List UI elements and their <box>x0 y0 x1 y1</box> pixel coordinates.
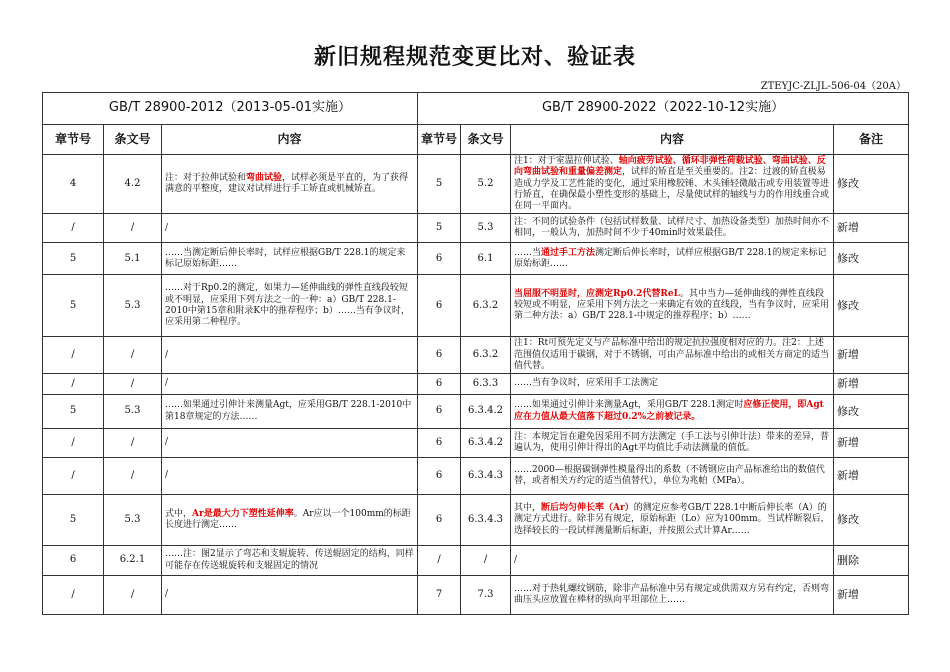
old-content-text: / <box>165 378 169 389</box>
old-content-highlight: Ar是最大力下塑性延伸率 <box>192 508 294 519</box>
header-chapter-old: 章节号 <box>43 125 104 155</box>
new-content-text: ……当 <box>514 247 542 258</box>
old-content-cell <box>162 458 418 495</box>
new-chapter-cell: 5 <box>418 155 461 214</box>
old-clause-cell: / <box>104 458 162 495</box>
old-chapter-cell: 5 <box>43 243 104 275</box>
remark-cell: 新增 <box>834 429 909 458</box>
old-content-cell <box>162 374 418 395</box>
old-content-text: ……注：图2显示了弯芯和支辊旋转、传送辊固定的结构，同样可能存在传送辊旋转和支辊固定的情况 <box>165 549 414 571</box>
old-content-cell <box>162 546 418 576</box>
new-chapter-cell: 6 <box>418 337 461 374</box>
remark-cell: 修改 <box>834 275 909 337</box>
old-content-text: / <box>165 222 169 233</box>
old-clause-cell: 5.3 <box>104 275 162 337</box>
comparison-table <box>42 92 909 615</box>
old-content-cell <box>162 337 418 374</box>
remark-cell: 新增 <box>834 458 909 495</box>
header-content-old: 内容 <box>162 125 418 155</box>
table-row <box>43 458 909 495</box>
header-chapter-new: 章节号 <box>418 125 461 155</box>
header-clause-old: 条文号 <box>104 125 162 155</box>
remark-cell: 新增 <box>834 337 909 374</box>
remark-cell: 新增 <box>834 214 909 243</box>
new-content-cell <box>511 576 834 615</box>
old-clause-cell: 5.1 <box>104 243 162 275</box>
old-content-cell <box>162 155 418 214</box>
new-clause-cell: / <box>461 546 511 576</box>
new-content-text: / <box>514 554 518 565</box>
new-content-cell <box>511 243 834 275</box>
new-chapter-cell: 5 <box>418 214 461 243</box>
new-content-highlight: 通过手工方法 <box>541 247 596 258</box>
old-content-highlight: 弯曲试验 <box>246 172 283 183</box>
old-clause-cell: / <box>104 576 162 615</box>
old-content-text: / <box>165 437 169 448</box>
old-clause-cell: 5.3 <box>104 495 162 546</box>
old-clause-cell: / <box>104 429 162 458</box>
new-content-text: 其中， <box>514 503 542 514</box>
old-content-text: / <box>165 349 169 360</box>
header-row <box>43 125 909 155</box>
old-content-text: / <box>165 470 169 481</box>
new-content-highlight: 断后均匀伸长率（Ar） <box>541 503 634 514</box>
old-chapter-cell: 4 <box>43 155 104 214</box>
old-clause-cell: / <box>104 214 162 243</box>
table-row <box>43 337 909 374</box>
new-content-cell <box>511 374 834 395</box>
new-chapter-cell: 6 <box>418 275 461 337</box>
remark-cell: 删除 <box>834 546 909 576</box>
new-content-cell <box>511 155 834 214</box>
old-chapter-cell: / <box>43 576 104 615</box>
old-content-text: ……当测定断后伸长率时，试样应根据GB/T 228.1的规定来标记原始标距…… <box>165 247 406 269</box>
new-content-text: ……对于热轧螺纹钢筋，除非产品标准中另有规定或供需双方另有约定，否则弯曲压头应放置在棒材的纵向平坦部位上…… <box>514 583 830 605</box>
table-row <box>43 374 909 395</box>
old-content-text: ……如果通过引伸计来测量Agt，应采用GB/T 228.1-2010中第18章规定的方法…… <box>165 400 412 422</box>
table-row <box>43 214 909 243</box>
new-clause-cell: 6.3.4.2 <box>461 429 511 458</box>
old-chapter-cell: 5 <box>43 275 104 337</box>
new-clause-cell: 6.1 <box>461 243 511 275</box>
new-clause-cell: 6.3.3 <box>461 374 511 395</box>
old-content-cell <box>162 243 418 275</box>
new-clause-cell: 6.3.4.3 <box>461 495 511 546</box>
new-chapter-cell: / <box>418 546 461 576</box>
table-row <box>43 546 909 576</box>
new-content-text: ，试样的矫直是至关重要的。注2：过渡的矫直极易造成力学及工艺性能的变化，通过采用橡胶锤、木头锤轻微敲击或专用装置等进行矫直，在确保最小塑性变形的基础上，尽量使试样的轴线与力的作用线重合或在同一平面内。 <box>514 167 830 211</box>
table-row <box>43 576 909 615</box>
old-content-cell <box>162 214 418 243</box>
old-chapter-cell: / <box>43 214 104 243</box>
old-content-text: 注：对于拉伸试验和 <box>165 172 247 183</box>
old-clause-cell: 6.2.1 <box>104 546 162 576</box>
new-content-cell <box>511 429 834 458</box>
new-content-text: ……当有争议时，应采用手工法测定 <box>514 378 659 389</box>
new-content-cell <box>511 214 834 243</box>
new-chapter-cell: 6 <box>418 495 461 546</box>
header-remark: 备注 <box>834 125 909 155</box>
table-row <box>43 429 909 458</box>
old-content-cell <box>162 275 418 337</box>
new-content-cell <box>511 395 834 429</box>
header-clause-new: 条文号 <box>461 125 511 155</box>
new-content-highlight: 当屈服不明显时，应测定Rp0.2代替ReL <box>514 288 680 299</box>
new-content-highlight: 应修正使用，即Agt应在力值从最大值落下超过0.2%之前被记录。 <box>514 400 824 422</box>
old-content-text: ，试样必须是平直的，为了获得满意的平整度，建议对试样进行手工矫直或机械矫直。 <box>165 172 409 195</box>
old-clause-cell: / <box>104 374 162 395</box>
remark-cell: 修改 <box>834 495 909 546</box>
old-content-text: ……对于Rp0.2的测定，如果力—延伸曲线的弹性直线段较短或不明显，应采用下列方法之一的一种：a）GB/T 228.1-2010中第15章和附录K中的推荐程序；b）……当有争议时，应采用第二种程序。 <box>165 283 410 327</box>
new-clause-cell: 6.3.2 <box>461 275 511 337</box>
new-clause-cell: 6.3.2 <box>461 337 511 374</box>
new-content-text: 注：本规定旨在避免因采用不同方法测定（手工法与引伸计法）带来的差异，普遍认为，使用引伸计得出的Agt平均值比手动法测量的值低。 <box>514 431 830 453</box>
old-chapter-cell: / <box>43 337 104 374</box>
new-content-text: ……如果通过引伸计来测量Agt，采用GB/T 228.1测定时 <box>514 400 744 411</box>
old-clause-cell: / <box>104 337 162 374</box>
old-chapter-cell: 5 <box>43 495 104 546</box>
standard-row <box>43 93 909 125</box>
new-clause-cell: 6.3.4.3 <box>461 458 511 495</box>
remark-cell: 新增 <box>834 576 909 615</box>
new-content-cell <box>511 275 834 337</box>
old-content-cell <box>162 495 418 546</box>
new-content-text: ……2000—根据碳钢弹性模量得出的系数（不锈钢应由产品标准给出的数值代替，或者相关方约定的适当值替代），单位为兆帕（MPa）。 <box>514 464 825 486</box>
new-content-text: 测定断后伸长率时，试样应根据GB/T 228.1的规定来标记原始标距…… <box>514 247 827 269</box>
old-chapter-cell: / <box>43 429 104 458</box>
new-content-cell <box>511 337 834 374</box>
document-code: ZTEYJC-ZLJL-506-04（20A） <box>760 81 906 92</box>
new-content-text: 注1：对于室温拉伸试验、 <box>514 156 619 166</box>
new-content-text: 注：不同的试验条件（包括试样数量、试样尺寸、加热设备类型）加热时间亦不相同，一般认为，加热时间不少于40min时效果最佳。 <box>514 217 830 239</box>
remark-cell: 修改 <box>834 243 909 275</box>
new-chapter-cell: 6 <box>418 458 461 495</box>
old-chapter-cell: 5 <box>43 395 104 429</box>
old-standard: GB/T 28900-2012（2013-05-01实施） <box>43 93 418 125</box>
new-chapter-cell: 6 <box>418 395 461 429</box>
old-chapter-cell: 6 <box>43 546 104 576</box>
new-content-text: 的测定应参考GB/T 228.1中断后伸长率（A）的测定方式进行。除非另有规定，原始标距（Lo）应为100mm。当试样断裂后，选择较长的一段试样测量断后标距，并按照公式计算Ar…… <box>514 503 830 536</box>
remark-cell: 新增 <box>834 374 909 395</box>
old-content-cell <box>162 429 418 458</box>
header-content-new: 内容 <box>511 125 834 155</box>
old-clause-cell: 5.3 <box>104 395 162 429</box>
old-chapter-cell: / <box>43 458 104 495</box>
new-content-highlight: 轴向疲劳试验、循环非弹性荷载试验、弯曲试验、反向弯曲试验和重量偏差测定 <box>514 156 826 178</box>
new-chapter-cell: 7 <box>418 576 461 615</box>
new-content-cell <box>511 495 834 546</box>
new-content-cell <box>511 458 834 495</box>
page-title: 新旧规程规范变更比对、验证表 <box>313 45 636 70</box>
new-chapter-cell: 6 <box>418 429 461 458</box>
remark-cell: 修改 <box>834 155 909 214</box>
new-chapter-cell: 6 <box>418 374 461 395</box>
new-content-text: 。其中当力—延伸曲线的弹性直线段较短或不明显，应采用下列方法之一来确定有效的直线段，当有争议时，应采用第二种方法：a）GB/T 228.1-中规定的推荐程序；b）…… <box>514 288 830 322</box>
new-clause-cell: 6.3.4.2 <box>461 395 511 429</box>
old-content-cell <box>162 576 418 615</box>
remark-cell: 修改 <box>834 395 909 429</box>
table-row <box>43 275 909 337</box>
new-content-text: 注1：Rt可预先定义与产品标准中给出的规定抗拉强度相对应的力。注2：上述范围值仅适用于碳钢，对于不锈钢，可由产品标准中给出的或相关方商定的适当值代替。 <box>514 338 830 371</box>
new-chapter-cell: 6 <box>418 243 461 275</box>
old-content-text: 。Ar应以一个100mm的标距长度进行测定…… <box>165 508 411 530</box>
table-row <box>43 155 909 214</box>
new-content-cell <box>511 546 834 576</box>
new-clause-cell: 5.2 <box>461 155 511 214</box>
table-row <box>43 395 909 429</box>
new-clause-cell: 5.3 <box>461 214 511 243</box>
table-row <box>43 243 909 275</box>
table-row <box>43 495 909 546</box>
old-content-text: / <box>165 589 169 600</box>
old-content-text: 式中， <box>165 508 193 519</box>
new-clause-cell: 7.3 <box>461 576 511 615</box>
old-chapter-cell: / <box>43 374 104 395</box>
old-clause-cell: 4.2 <box>104 155 162 214</box>
old-content-cell <box>162 395 418 429</box>
new-standard: GB/T 28900-2022（2022-10-12实施） <box>418 93 909 125</box>
